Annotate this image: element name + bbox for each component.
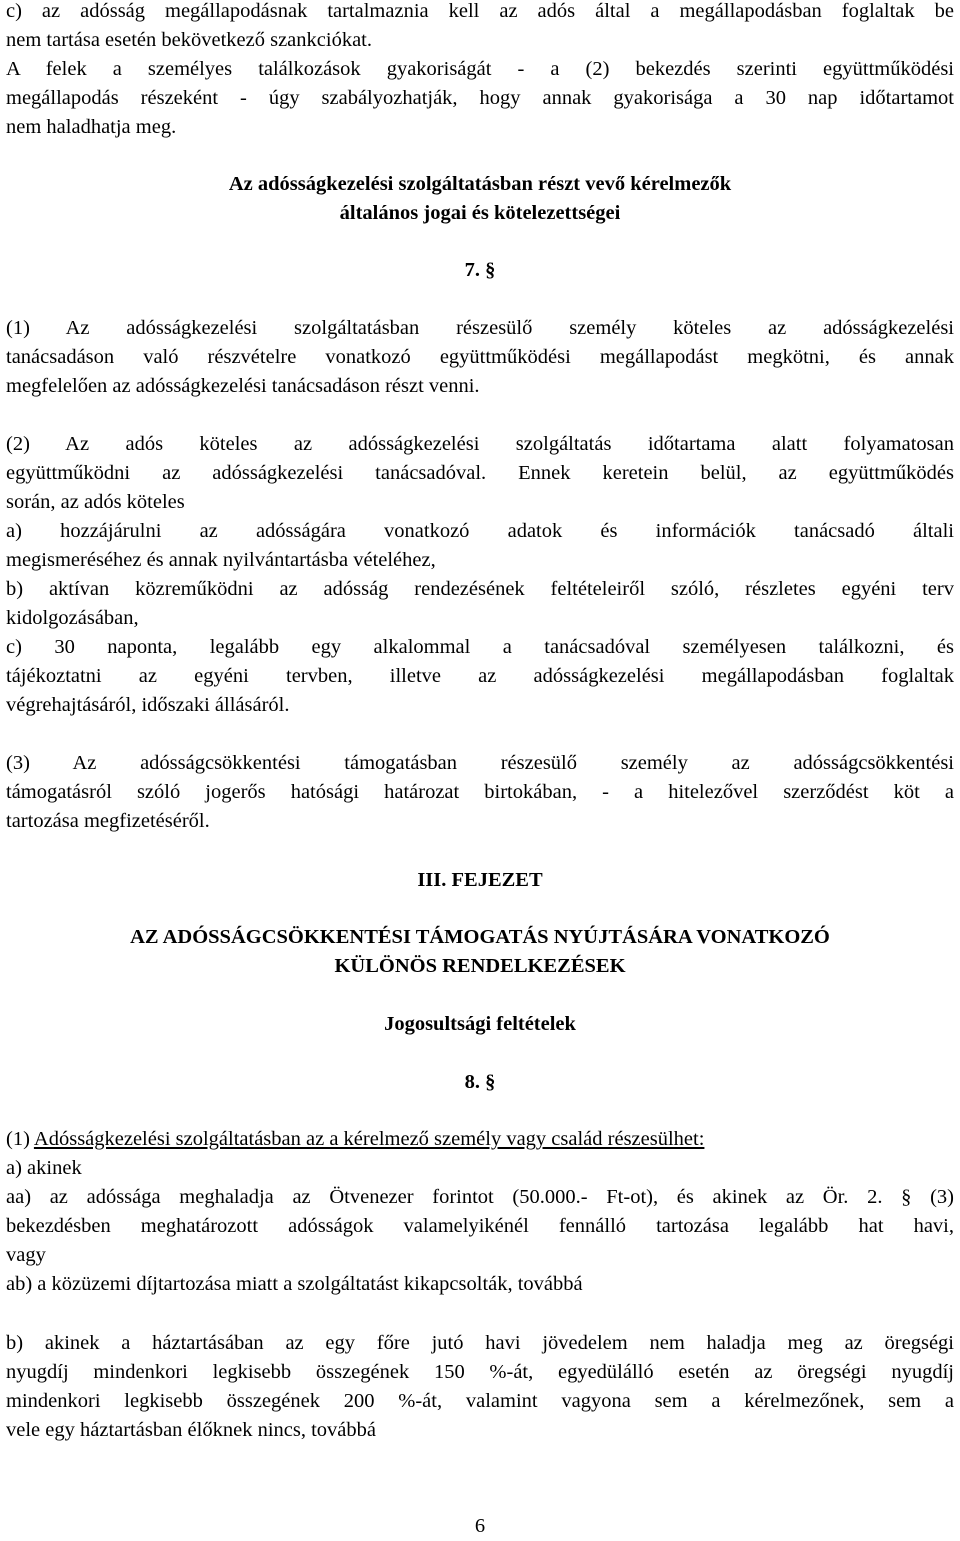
body-text-line: b) aktívan közreműködni az adósság rendezésének feltételeiről szóló, részletes egyéni terv bbox=[6, 578, 954, 600]
body-text-line: vele egy háztartásban élőknek nincs, továbbá bbox=[6, 1419, 376, 1441]
body-text-line: támogatásról szóló jogerős hatósági határozat birtokában, - a hitelezővel szerződést köt a bbox=[6, 781, 954, 803]
body-text-line: a) akinek bbox=[6, 1157, 82, 1179]
paragraph-number: (1) bbox=[6, 1128, 34, 1150]
section-heading: Az adósságkezelési szolgáltatásban részt vevő kérelmezők bbox=[228, 173, 732, 195]
chapter-heading: III. FEJEZET bbox=[417, 869, 543, 891]
body-text-line: ab) a közüzemi díjtartozása miatt a szolgáltatást kikapcsolták, továbbá bbox=[6, 1273, 583, 1295]
body-text-line: együttműködni az adósságkezelési tanácsadóval. Ennek keretein belül, az együttműködés bbox=[6, 462, 954, 484]
section-number: 8. § bbox=[464, 1071, 496, 1093]
body-text-line: a) hozzájárulni az adósságára vonatkozó adatok és információk tanácsadó általi bbox=[6, 520, 954, 542]
body-text-line: nem tartása esetén bekövetkező szankciókat. bbox=[6, 29, 372, 51]
underlined-text: Adósságkezelési szolgáltatásban az a kérelmező személy vagy család részesülhet: bbox=[33, 1128, 705, 1150]
section-heading: általános jogai és kötelezettségei bbox=[339, 202, 621, 224]
chapter-title: AZ ADÓSSÁGCSÖKKENTÉSI TÁMOGATÁS NYÚJTÁSÁRA VONATKOZÓ bbox=[130, 926, 830, 948]
body-text-line: mindenkori legkisebb összegének 200 %-át, valamint vagyona sem a kérelmezőnek, sem a bbox=[6, 1390, 954, 1412]
body-text-line: (2) Az adós köteles az adósságkezelési szolgáltatás időtartama alatt folyamatosan bbox=[6, 433, 954, 455]
body-text-line bbox=[6, 1125, 954, 1154]
body-text-line: (3) Az adósságcsökkentési támogatásban részesülő személy az adósságcsökkentési bbox=[6, 752, 954, 774]
body-text-line: során, az adós köteles bbox=[6, 491, 185, 513]
body-text-line: c) az adósság megállapodásnak tartalmaznia kell az adós által a megállapodásban foglaltak be bbox=[6, 0, 954, 22]
subsection-heading: Jogosultsági feltételek bbox=[384, 1013, 576, 1035]
body-text-line: kidolgozásában, bbox=[6, 607, 139, 629]
page-number: 6 bbox=[474, 1515, 486, 1537]
chapter-title: KÜLÖNÖS RENDELKEZÉSEK bbox=[334, 955, 626, 977]
body-text-line: megállapodás részeként - úgy szabályozhatják, hogy annak gyakorisága a 30 nap időtartamot bbox=[6, 87, 954, 109]
body-text-line: (1) Az adósságkezelési szolgáltatásban részesülő személy köteles az adósságkezelési bbox=[6, 317, 954, 339]
body-text-line: aa) az adóssága meghaladja az Ötvenezer forintot (50.000.- Ft-ot), és akinek az Ör. 2. § (3) bbox=[6, 1186, 954, 1208]
section-number: 7. § bbox=[464, 259, 496, 281]
body-text-line: nem haladhatja meg. bbox=[6, 116, 177, 138]
body-text-line: vagy bbox=[6, 1244, 46, 1266]
body-text-line: végrehajtásáról, időszaki állásáról. bbox=[6, 694, 290, 716]
body-text-line: tartozása megfizetéséről. bbox=[6, 810, 210, 832]
body-text-line: tanácsadáson való részvételre vonatkozó együttműködési megállapodást megkötni, és annak bbox=[6, 346, 954, 368]
body-text-line: tájékoztatni az egyéni tervben, illetve az adósságkezelési megállapodásban foglaltak bbox=[6, 665, 954, 687]
body-text-line: nyugdíj mindenkori legkisebb összegének 150 %-át, egyedülálló esetén az öregségi nyugdíj bbox=[6, 1361, 954, 1383]
body-text-line: c) 30 naponta, legalább egy alkalommal a tanácsadóval személyesen találkozni, és bbox=[6, 636, 954, 658]
body-text-line: megfelelően az adósságkezelési tanácsadáson részt venni. bbox=[6, 375, 480, 397]
body-text-line: megismeréséhez és annak nyilvántartásba vételéhez, bbox=[6, 549, 436, 571]
body-text-line: b) akinek a háztartásában az egy főre jutó havi jövedelem nem haladja meg az öregségi bbox=[6, 1332, 954, 1354]
body-text-line: A felek a személyes találkozások gyakoriságát - a (2) bekezdés szerinti együttműködési bbox=[6, 58, 954, 80]
body-text-line: bekezdésben meghatározott adósságok valamelyikénél fennálló tartozása legalább hat havi, bbox=[6, 1215, 954, 1237]
